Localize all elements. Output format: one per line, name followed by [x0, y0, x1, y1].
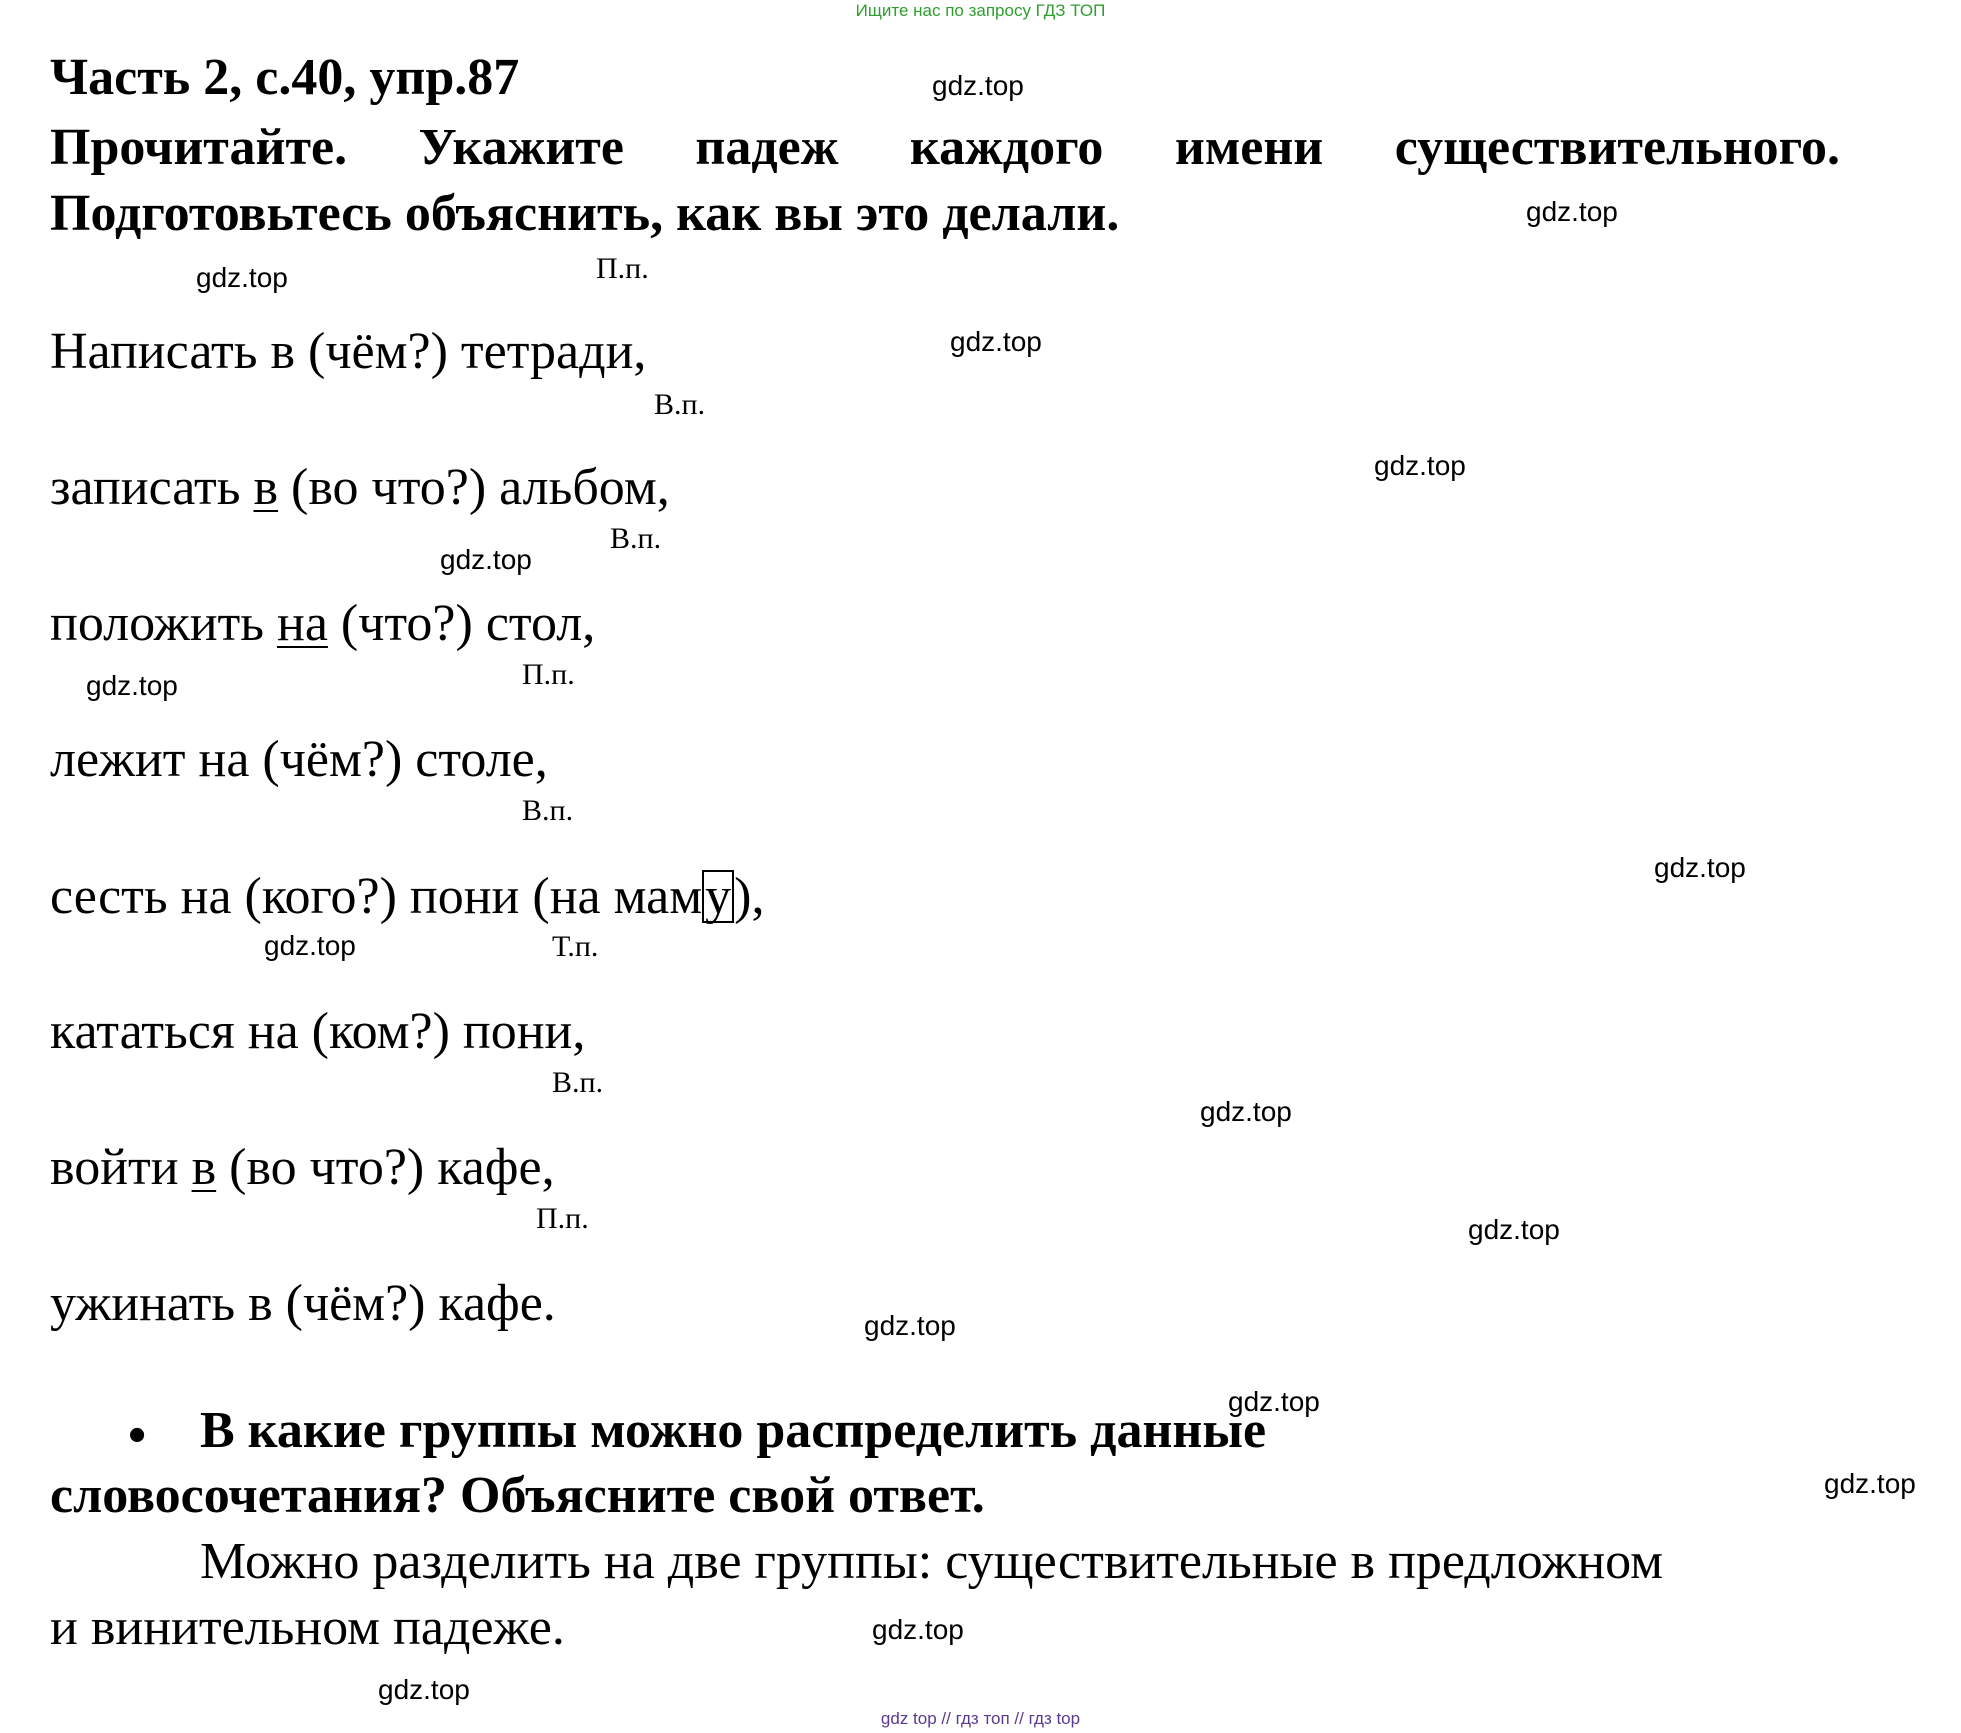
underlined-preposition: в [191, 1139, 217, 1196]
watermark: gdz.top [1374, 450, 1466, 481]
phrase-text: сесть на (кого?) пони (на мам [50, 868, 703, 925]
watermark: gdz.top [864, 1310, 956, 1341]
watermark: gdz.top [1526, 196, 1618, 227]
phrase-line-2 [50, 459, 670, 516]
footer: gdz top // гдз топ // гдз top [880, 1709, 1081, 1728]
boxed-ending: у [702, 870, 734, 923]
page-title: Часть 2, с.40, упр.87 [50, 49, 520, 106]
answer-line-2: и винительном падеже. [50, 1599, 565, 1656]
phrase-text: войти [50, 1139, 192, 1196]
underlined-preposition: в [253, 459, 279, 516]
case-label: В.п. [610, 522, 662, 555]
watermark: gdz.top [86, 670, 178, 701]
watermark: gdz.top [1468, 1214, 1560, 1245]
case-label: В.п. [552, 1066, 604, 1099]
watermark: gdz.top [440, 544, 532, 575]
phrase-text: ), [734, 868, 765, 925]
answer-line-1: Можно разделить на две группы: существительные в предложном [200, 1533, 1664, 1590]
bullet-icon: • [128, 1407, 147, 1464]
phrase-line-4: лежит на (чём?) столе, [50, 731, 548, 788]
underlined-preposition: на [277, 595, 328, 652]
phrase-text: (во что?) кафе, [216, 1139, 555, 1196]
question-line-2: словосочетания? Объясните свой ответ. [50, 1467, 985, 1524]
question-line-1: В какие группы можно распределить данные [200, 1402, 1267, 1459]
phrase-line-6: кататься на (ком?) пони, [50, 1003, 586, 1060]
watermark: gdz.top [932, 70, 1024, 101]
case-label: П.п. [596, 252, 649, 285]
top-banner: Ищите нас по запросу ГДЗ ТОП [855, 1, 1106, 20]
watermark: gdz.top [196, 262, 288, 293]
phrase-line-3 [50, 595, 596, 652]
case-label: П.п. [522, 658, 575, 691]
case-label: Т.п. [552, 930, 599, 963]
watermark: gdz.top [1654, 852, 1746, 883]
case-label: П.п. [536, 1202, 589, 1235]
phrase-line-8: ужинать в (чём?) кафе. [50, 1275, 556, 1332]
watermark: gdz.top [1228, 1386, 1320, 1417]
phrase-line-1: Написать в (чём?) тетради, [50, 323, 647, 380]
watermark: gdz.top [950, 326, 1042, 357]
phrase-line-5 [50, 870, 764, 923]
watermark: gdz.top [872, 1614, 964, 1645]
case-label: В.п. [654, 388, 706, 421]
phrase-text: (что?) стол, [327, 595, 596, 652]
instruction-line-1: Прочитайте. Укажите падеж каждого имени существительного. [50, 119, 1840, 176]
phrase-text: записать [50, 459, 254, 516]
phrase-line-7 [50, 1139, 555, 1196]
phrase-text: (во что?) альбом, [278, 459, 670, 516]
watermark: gdz.top [1200, 1096, 1292, 1127]
instruction-line-2: Подготовьтесь объяснить, как вы это делали. [50, 185, 1120, 242]
watermark: gdz.top [1824, 1468, 1916, 1499]
phrase-text: положить [50, 595, 277, 652]
watermark: gdz.top [264, 930, 356, 961]
case-label: В.п. [522, 794, 574, 827]
watermark: gdz.top [378, 1674, 470, 1705]
